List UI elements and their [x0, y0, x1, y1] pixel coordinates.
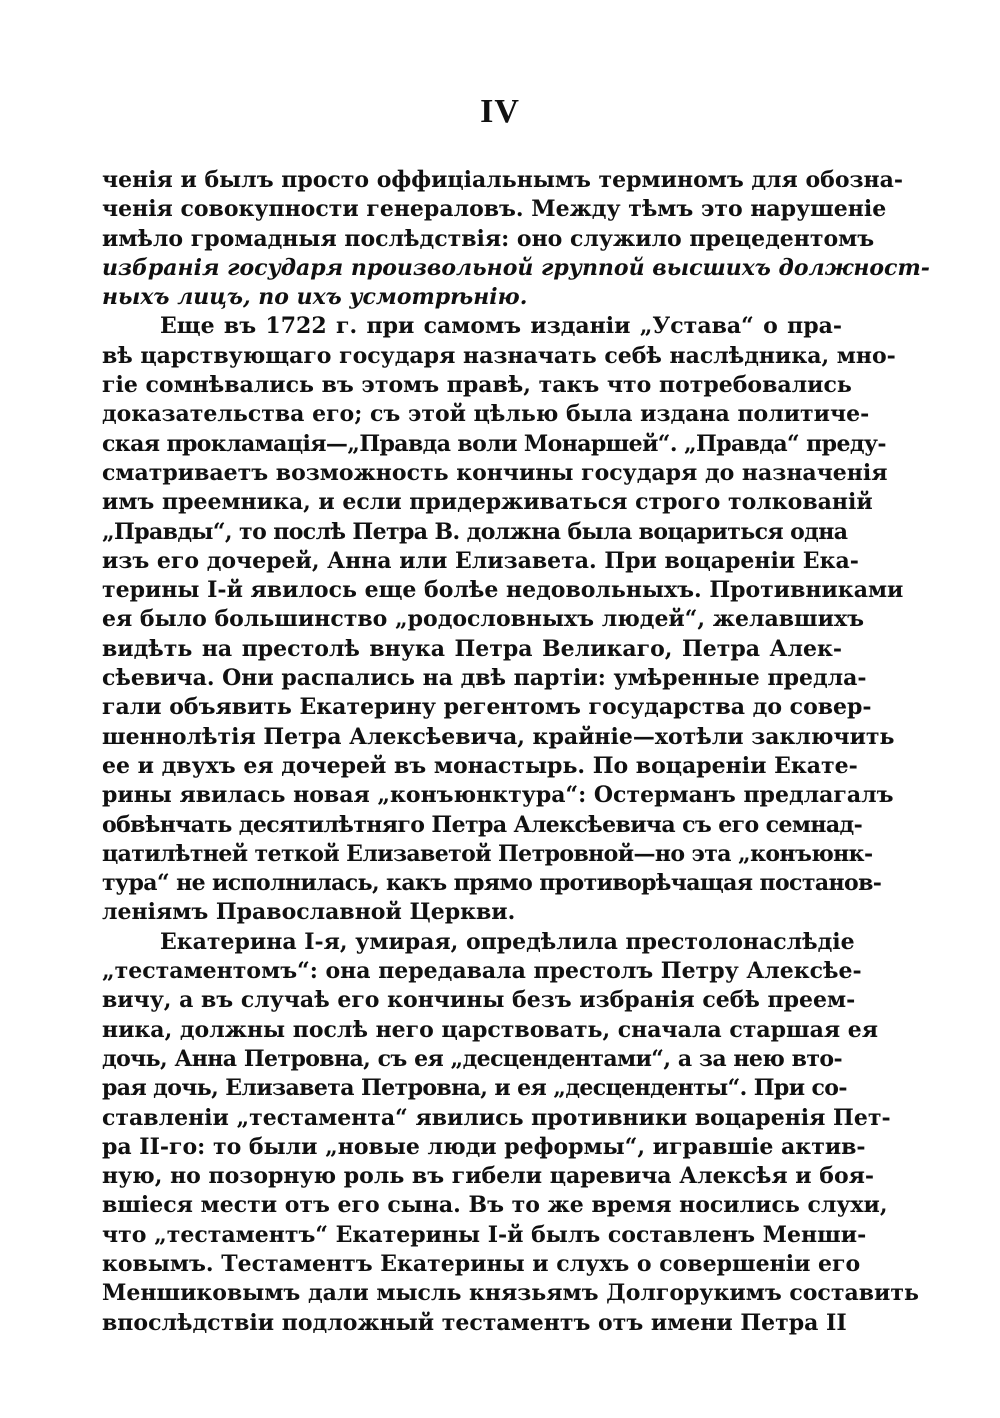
text-line: обвѣнчать десятилѣтняго Петра Алексѣевича съ его семнад-	[102, 811, 863, 838]
text-line: ская прокламація—„Правда воли Монаршей“. „Правда“ преду-	[102, 430, 886, 457]
text-line: рая дочь, Елизавета Петровна, и ея „десценденты“. При со-	[102, 1075, 847, 1102]
text-line: гали объявить Екатерину регентомъ государства до совер-	[102, 694, 872, 721]
text-line: „Правды“, то послѣ Петра В. должна была воцариться одна	[102, 518, 848, 545]
text-line: впослѣдствіи подложный тестаментъ отъ имени Петра ІІ	[102, 1309, 847, 1336]
text-line: ея было большинство „родословныхъ людей“, желавшихъ	[102, 606, 864, 633]
paragraph-start: Еще въ 1722 г. при самомъ изданіи „Устава“ о пра-	[160, 313, 842, 340]
text-line: имѣло громадныя послѣдствія: оно служило прецедентомъ	[102, 225, 875, 252]
page-number: IV	[480, 93, 520, 130]
text-line-italic: избранія государя произвольной группой высшихъ должност-	[102, 254, 930, 281]
text-line: что „тестаментъ“ Екатерины І-й былъ составленъ Менши-	[102, 1221, 867, 1248]
text-line: дочь, Анна Петровна, съ ея „десцендентами“, а за нею вто-	[102, 1045, 842, 1072]
text-line: доказательства его; съ этой цѣлью была издана политиче-	[102, 401, 870, 428]
text-line-italic: ныхъ лицъ, по ихъ усмотрѣнію.	[102, 284, 528, 311]
text-line: вичу, а въ случаѣ его кончины безъ избранія себѣ преем-	[102, 987, 856, 1014]
paragraph-start: Екатерина І-я, умирая, опредѣлила престолонаслѣдіе	[160, 928, 855, 955]
text-line: ченія и былъ просто оффиціальнымъ терминомъ для обозна-	[102, 167, 904, 193]
text-line: леніямъ Православной Церкви.	[102, 899, 516, 926]
text-line: ковымъ. Тестаментъ Екатерины и слухъ о совершеніи его	[102, 1250, 861, 1277]
text-line: Меншиковымъ дали мысль князьямъ Долгорукимъ составить	[102, 1280, 919, 1307]
text-line: рины явилась новая „конъюнктура“: Остерманъ предлагалъ	[102, 782, 894, 809]
text-line: „тестаментомъ“: она передавала престолъ Петру Алексѣе-	[102, 958, 862, 985]
text-line: ченія совокупности генераловъ. Между тѣмъ это нарушеніе	[102, 196, 887, 223]
text-line: терины І-й явилось еще болѣе недовольныхъ. Противниками	[102, 577, 904, 604]
text-line: цатилѣтней теткой Елизаветой Петровной—но эта „конъюнк-	[102, 840, 873, 867]
text-line: сматриваетъ возможность кончины государя до назначенія	[102, 459, 888, 486]
text-line: шеннолѣтія Петра Алексѣевича, крайніе—хотѣли заключить	[102, 723, 895, 750]
text-line: имъ преемника, и если придерживаться строго толкованій	[102, 489, 873, 516]
text-line: гіе сомнѣвались въ этомъ правѣ, такъ что потребовались	[102, 372, 852, 399]
text-line: ставленіи „тестамента“ явились противники воцаренія Пет-	[102, 1104, 891, 1131]
text-line: изъ его дочерей, Анна или Елизавета. При воцареніи Ека-	[102, 547, 859, 574]
text-line: вшіеся мести отъ его сына. Въ то же время носились слухи,	[102, 1192, 888, 1219]
text-line: ра ІІ-го: то были „новые люди реформы“, игравшіе актив-	[102, 1133, 866, 1160]
text-line: ника, должны послѣ него царствовать, сначала старшая ея	[102, 1016, 879, 1043]
text-line: ее и двухъ ея дочерей въ монастырь. По воцареніи Екате-	[102, 752, 858, 779]
text-line: вѣ царствующаго государя назначать себѣ наслѣдника, мно-	[102, 342, 896, 369]
text-line: сѣевича. Они распались на двѣ партіи: умѣренные предла-	[102, 665, 867, 692]
body-text	[102, 166, 930, 1338]
text-line: видѣть на престолѣ внука Петра Великаго, Петра Алек-	[102, 635, 842, 662]
text-line: ную, но позорную роль въ гибели царевича Алексѣя и боя-	[102, 1163, 875, 1190]
text-line: тура“ не исполнилась, какъ прямо противорѣчащая постанов-	[102, 870, 882, 897]
